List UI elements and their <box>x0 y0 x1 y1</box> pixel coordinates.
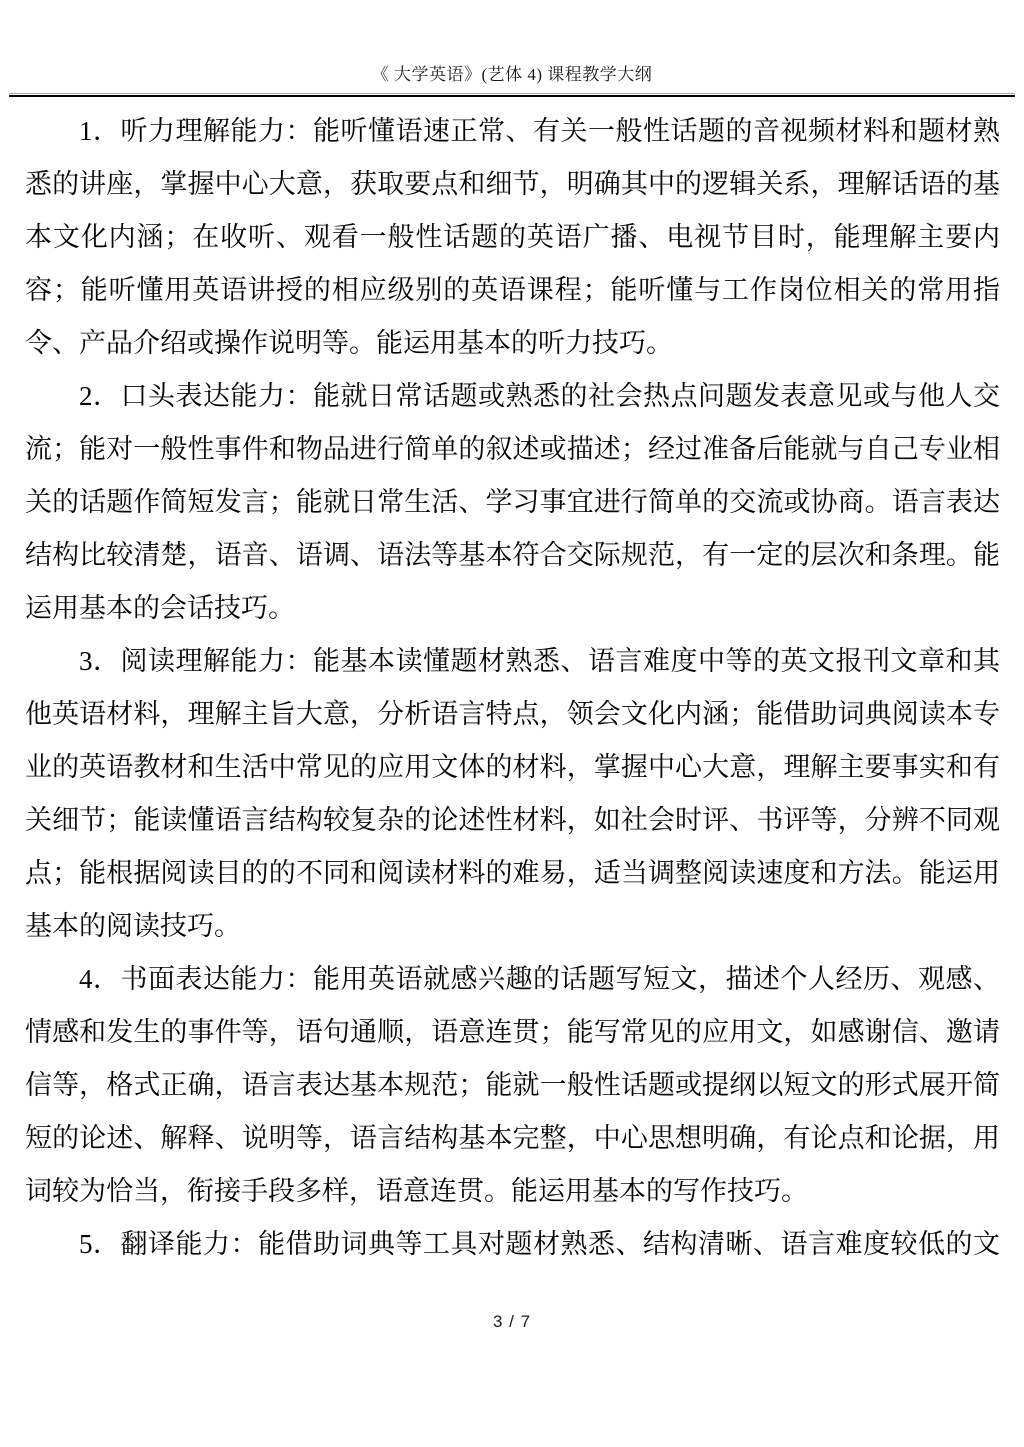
page-number: 3 / 7 <box>492 1312 532 1331</box>
paragraph-speaking-ability: 2．口头表达能力：能就日常话题或熟悉的社会热点问题发表意见或与他人交流；能对一般性事件和物品进行简单的叙述或描述；经过准备后能就与自己专业相关的话题作简短发言；能就日常生活、学习事宜进行简单的交流或协商。语言表达结构比较清楚，语音、语调、语法等基本符合交际规范，有一定的层次和条理。能运用基本的会话技巧。 <box>25 381 1000 623</box>
header-title: 《 大学英语》(艺体 4) 课程教学大纲 <box>371 65 653 84</box>
header-divider <box>9 93 1015 97</box>
paragraph-reading-ability: 3．阅读理解能力：能基本读懂题材熟悉、语言难度中等的英文报刊文章和其他英语材料，理解主旨大意，分析语言特点，领会文化内涵；能借助词典阅读本专业的英语教材和生活中常见的应用文体的材料，掌握中心大意，理解主要事实和有关细节；能读懂语言结构较复杂的论述性材料，如社会时评、书评等，分辨不同观点；能根据阅读目的的不同和阅读材料的难易，适当调整阅读速度和方法。能运用基本的阅读技巧。 <box>25 646 1000 941</box>
page-footer <box>0 1311 1024 1333</box>
paragraph-writing-ability: 4．书面表达能力：能用英语就感兴趣的话题写短文，描述个人经历、观感、情感和发生的事件等，语句通顺，语意连贯；能写常见的应用文，如感谢信、邀请信等，格式正确，语言表达基本规范；能就一般性话题或提纲以短文的形式展开简短的论述、解释、说明等，语言结构基本完整，中心思想明确，有论点和论据，用词较为恰当，衔接手段多样，语意连贯。能运用基本的写作技巧。 <box>25 964 1000 1206</box>
document-body <box>25 105 1000 1271</box>
paragraph-listening-ability: 1．听力理解能力：能听懂语速正常、有关一般性话题的音视频材料和题材熟悉的讲座，掌握中心大意，获取要点和细节，明确其中的逻辑关系，理解话语的基本文化内涵；在收听、观看一般性话题的英语广播、电视节目时，能理解主要内容；能听懂用英语讲授的相应级别的英语课程；能听懂与工作岗位相关的常用指令、产品介绍或操作说明等。能运用基本的听力技巧。 <box>25 116 1000 358</box>
paragraph-translation-ability: 5．翻译能力：能借助词典等工具对题材熟悉、结构清晰、语言难度较低的文 <box>79 1229 1000 1259</box>
